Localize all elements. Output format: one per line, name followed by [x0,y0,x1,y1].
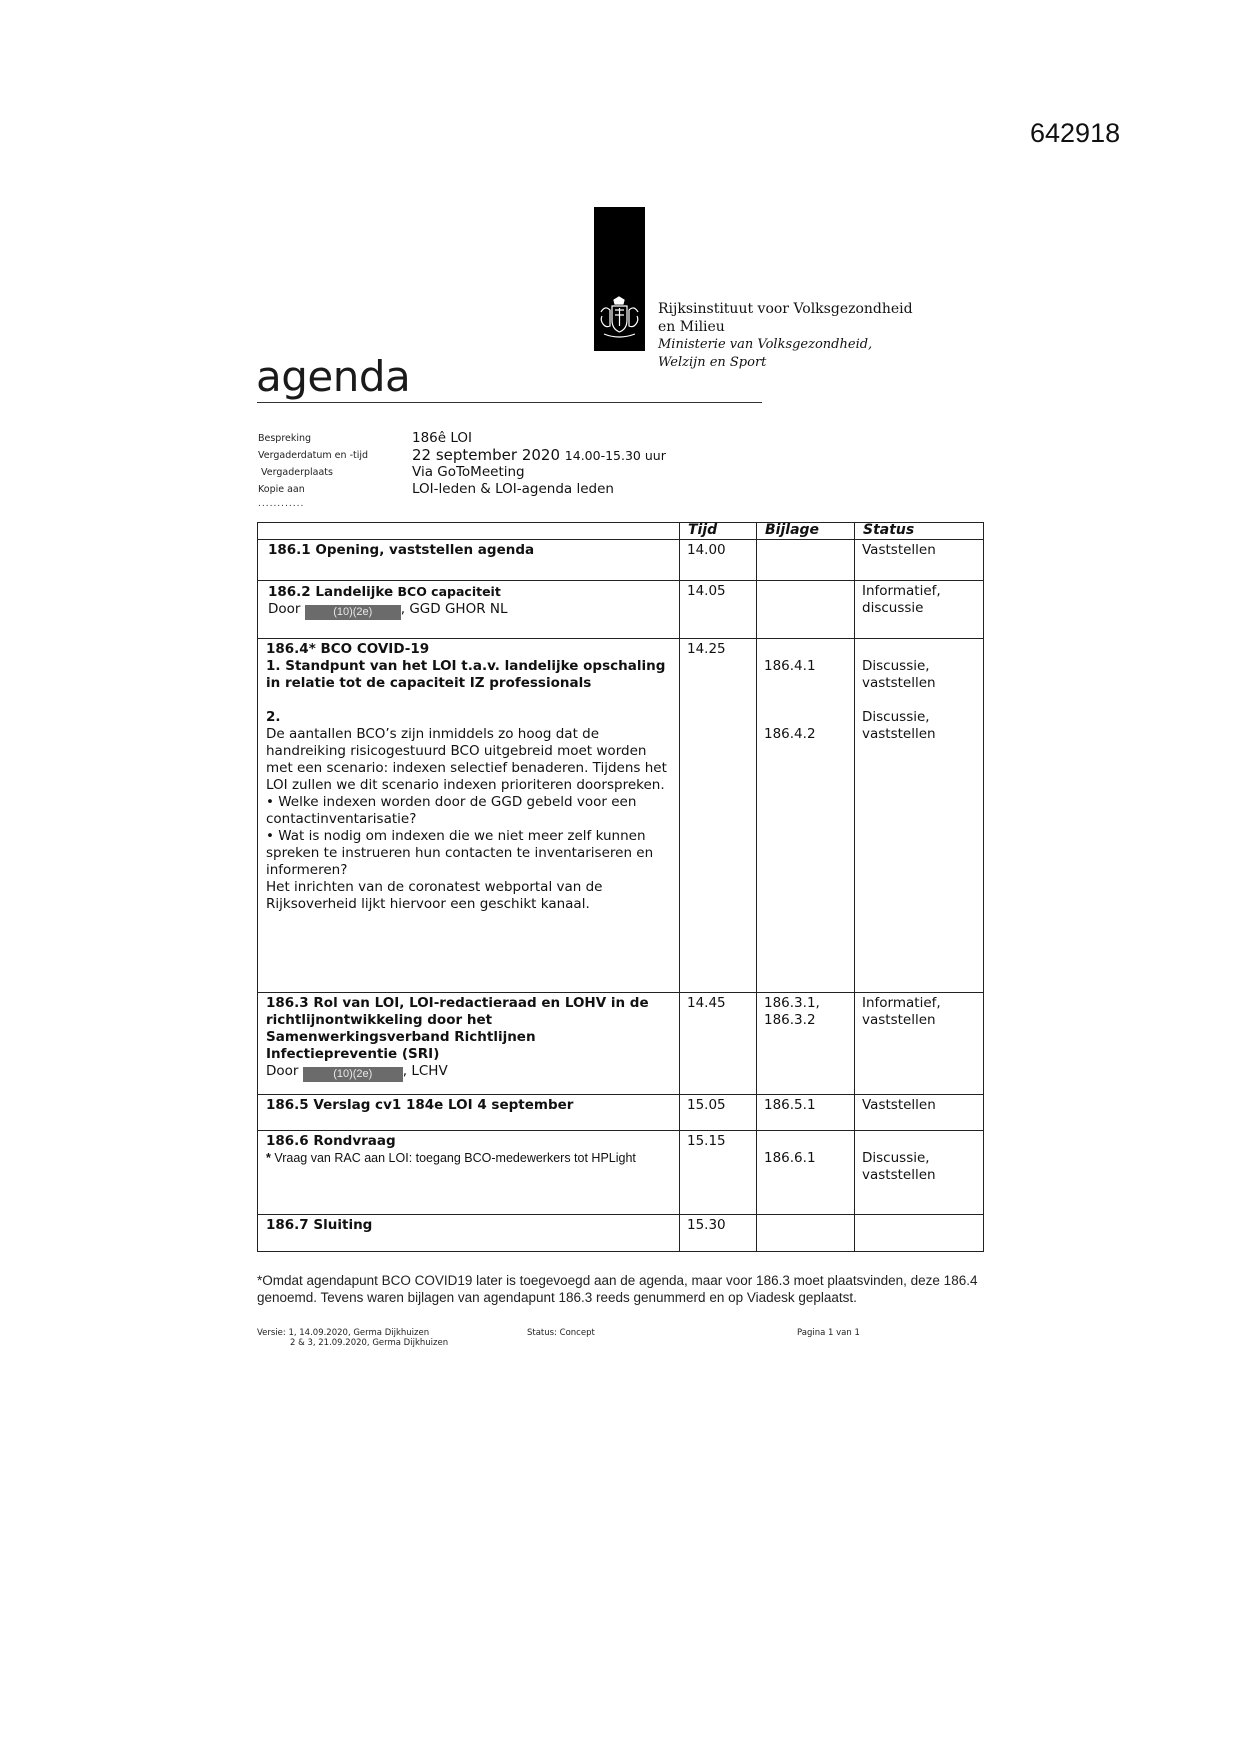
agenda-table [257,522,984,1252]
item-title: 186.1 Opening, vaststellen agenda [268,542,535,558]
status-cell [855,1131,984,1215]
dotted-placeholder: ............ [258,499,305,509]
footer-version: Versie: 1, 14.09.2020, Germa Dijkhuizen [257,1328,430,1338]
status-cell: Vaststellen [855,1095,984,1131]
topic-cell [258,1095,680,1131]
footnote: *Omdat agendapunt BCO COVID19 later is toegevoegd aan de agenda, maar voor 186.3 moet plaatsvinden, deze 186.4 genoemd. Tevens waren bijlagen van agendapunt 186.3 reeds genummerd en op Viadesk geplaatst. [257,1273,978,1305]
table-header-row [258,523,984,540]
bullet-item: • Welke indexen worden door de GGD gebeld voor een contactinventarisatie? [266,794,637,827]
redaction-box: (10)(2e) [305,605,401,620]
kopie-label: Kopie aan [258,484,305,495]
header-bijlage: Bijlage [757,523,855,540]
time-cell: 14.05 [680,581,757,639]
rondvraag-question [266,1150,671,1166]
header-topic [258,523,680,540]
table-row [258,639,984,993]
item-title: 186.5 Verslag cv1 184e LOI 4 september [266,1097,574,1113]
presenter-org: , GGD GHOR NL [400,601,508,617]
organization-name [658,300,913,372]
table-row [258,1095,984,1131]
topic-cell [258,1131,680,1215]
attachment-ref: 186.3.2 [764,1012,816,1028]
page-title: agenda [256,352,411,401]
status-line: Discussie, [862,1150,930,1166]
attachment-ref: 186.4.1 [764,658,816,674]
bespreking-label: Bespreking [258,433,312,444]
presenter-line [266,601,671,620]
attachment-cell [757,639,855,993]
org-line-2: en Milieu [658,319,725,335]
presenter-label: Door [266,1063,299,1079]
kopie-value: LOI-leden & LOI-agenda leden [412,481,614,497]
status-line: discussie [862,600,924,616]
datum-date: 22 september 2020 [412,446,561,464]
asterisk: * [266,1151,271,1165]
attachment-cell: 186.5.1 [757,1095,855,1131]
item-title: 186.4* BCO COVID-19 [266,641,430,657]
status-cell [855,1215,984,1252]
item-title: 186.6 Rondvraag [266,1133,396,1149]
presenter-label: Door [268,601,301,617]
footer-page: Pagina 1 van 1 [797,1328,860,1338]
attachment-ref: 186.6.1 [764,1150,816,1166]
topic-cell [258,581,680,639]
item-title: 186.7 Sluiting [266,1217,373,1233]
datum-time: 14.00-15.30 uur [564,448,666,463]
time-cell: 15.05 [680,1095,757,1131]
topic-cell [258,1215,680,1252]
coat-of-arms-icon [596,296,643,340]
status-line: vaststellen [862,1167,936,1183]
status-cell [855,993,984,1095]
question-text: Vraag van RAC aan LOI: toegang BCO-medewerkers tot HPLight [274,1151,636,1165]
footer-version-2: 2 & 3, 21.09.2020, Germa Dijkhuizen [290,1338,449,1348]
agenda-point-2-number: 2. [266,709,281,725]
table-row [258,540,984,581]
footer-status: Status: Concept [527,1328,595,1338]
plaats-label: Vergaderplaats [261,467,333,478]
table-row [258,1131,984,1215]
time-cell: 15.30 [680,1215,757,1252]
title-divider [257,402,762,403]
status-cell [855,581,984,639]
status-cell: Vaststellen [855,540,984,581]
agenda-point-2-text: De aantallen BCO’s zijn inmiddels zo hoog dat de handreiking risicogestuurd BCO uitgebreid moet worden met een scenario: indexen selectief benaderen. Tijdens het LOI zullen we dit scenario indexen prioriteren doorspreken. [266,726,667,793]
time-cell: 14.00 [680,540,757,581]
closing-note: Het inrichten van de coronatest webportal van de Rijksoverheid lijkt hiervoor een geschikt kanaal. [266,879,603,912]
topic-cell [258,639,680,993]
status-line: vaststellen [862,1012,936,1028]
redaction-box: (10)(2e) [303,1067,403,1082]
header-tijd: Tijd [680,523,757,540]
attachment-cell [757,540,855,581]
topic-cell [258,540,680,581]
datum-label: Vergaderdatum en -tijd [258,450,369,461]
attachment-cell [757,1215,855,1252]
attachment-ref: 186.4.2 [764,726,816,742]
presenter-org: , LCHV [402,1063,448,1079]
time-cell: 14.25 [680,639,757,993]
attachment-ref: 186.3.1, [764,995,820,1011]
status-line: Informatief, [862,995,941,1011]
presenter-line [266,1063,671,1082]
bullet-item: • Wat is nodig om indexen die we niet meer zelf kunnen spreken te instrueren hun contacten te inventariseren en informeren? [266,828,654,878]
table-row [258,1215,984,1252]
header-status: Status [855,523,984,540]
status-line: Informatief, [862,583,941,599]
attachment-cell [757,581,855,639]
org-line-1: Rijksinstituut voor Volksgezondheid [658,301,913,317]
attachment-cell [757,1131,855,1215]
time-cell: 15.15 [680,1131,757,1215]
bespreking-value: 186ê LOI [412,430,473,446]
status-line: Discussie, [862,709,930,725]
item-title [266,583,671,601]
topic-cell [258,993,680,1095]
item-title-part: 186.2 Landelijke [268,584,394,600]
plaats-value: Via GoToMeeting [412,464,525,480]
item-title: 186.3 Rol van LOI, LOI-redactieraad en LOHV in de richtlijnontwikkeling door het Samenwerkingsverband Richtlijnen Infectiepreventie (SRI) [266,995,649,1062]
status-line: vaststellen [862,675,936,691]
status-line: Discussie, [862,658,930,674]
agenda-point-1: 1. Standpunt van het LOI t.a.v. landelijke opschaling in relatie tot de capaciteit IZ professionals [266,658,666,691]
attachment-cell [757,993,855,1095]
status-cell [855,639,984,993]
document-number: 642918 [1030,118,1121,148]
table-row [258,581,984,639]
table-row [258,993,984,1095]
datum-value [412,446,666,464]
item-title-part: BCO capaciteit [397,584,501,599]
ministry-line-2: Welzijn en Sport [658,355,767,370]
ministry-line-1: Ministerie van Volksgezondheid, [658,337,873,352]
status-line: vaststellen [862,726,936,742]
time-cell: 14.45 [680,993,757,1095]
